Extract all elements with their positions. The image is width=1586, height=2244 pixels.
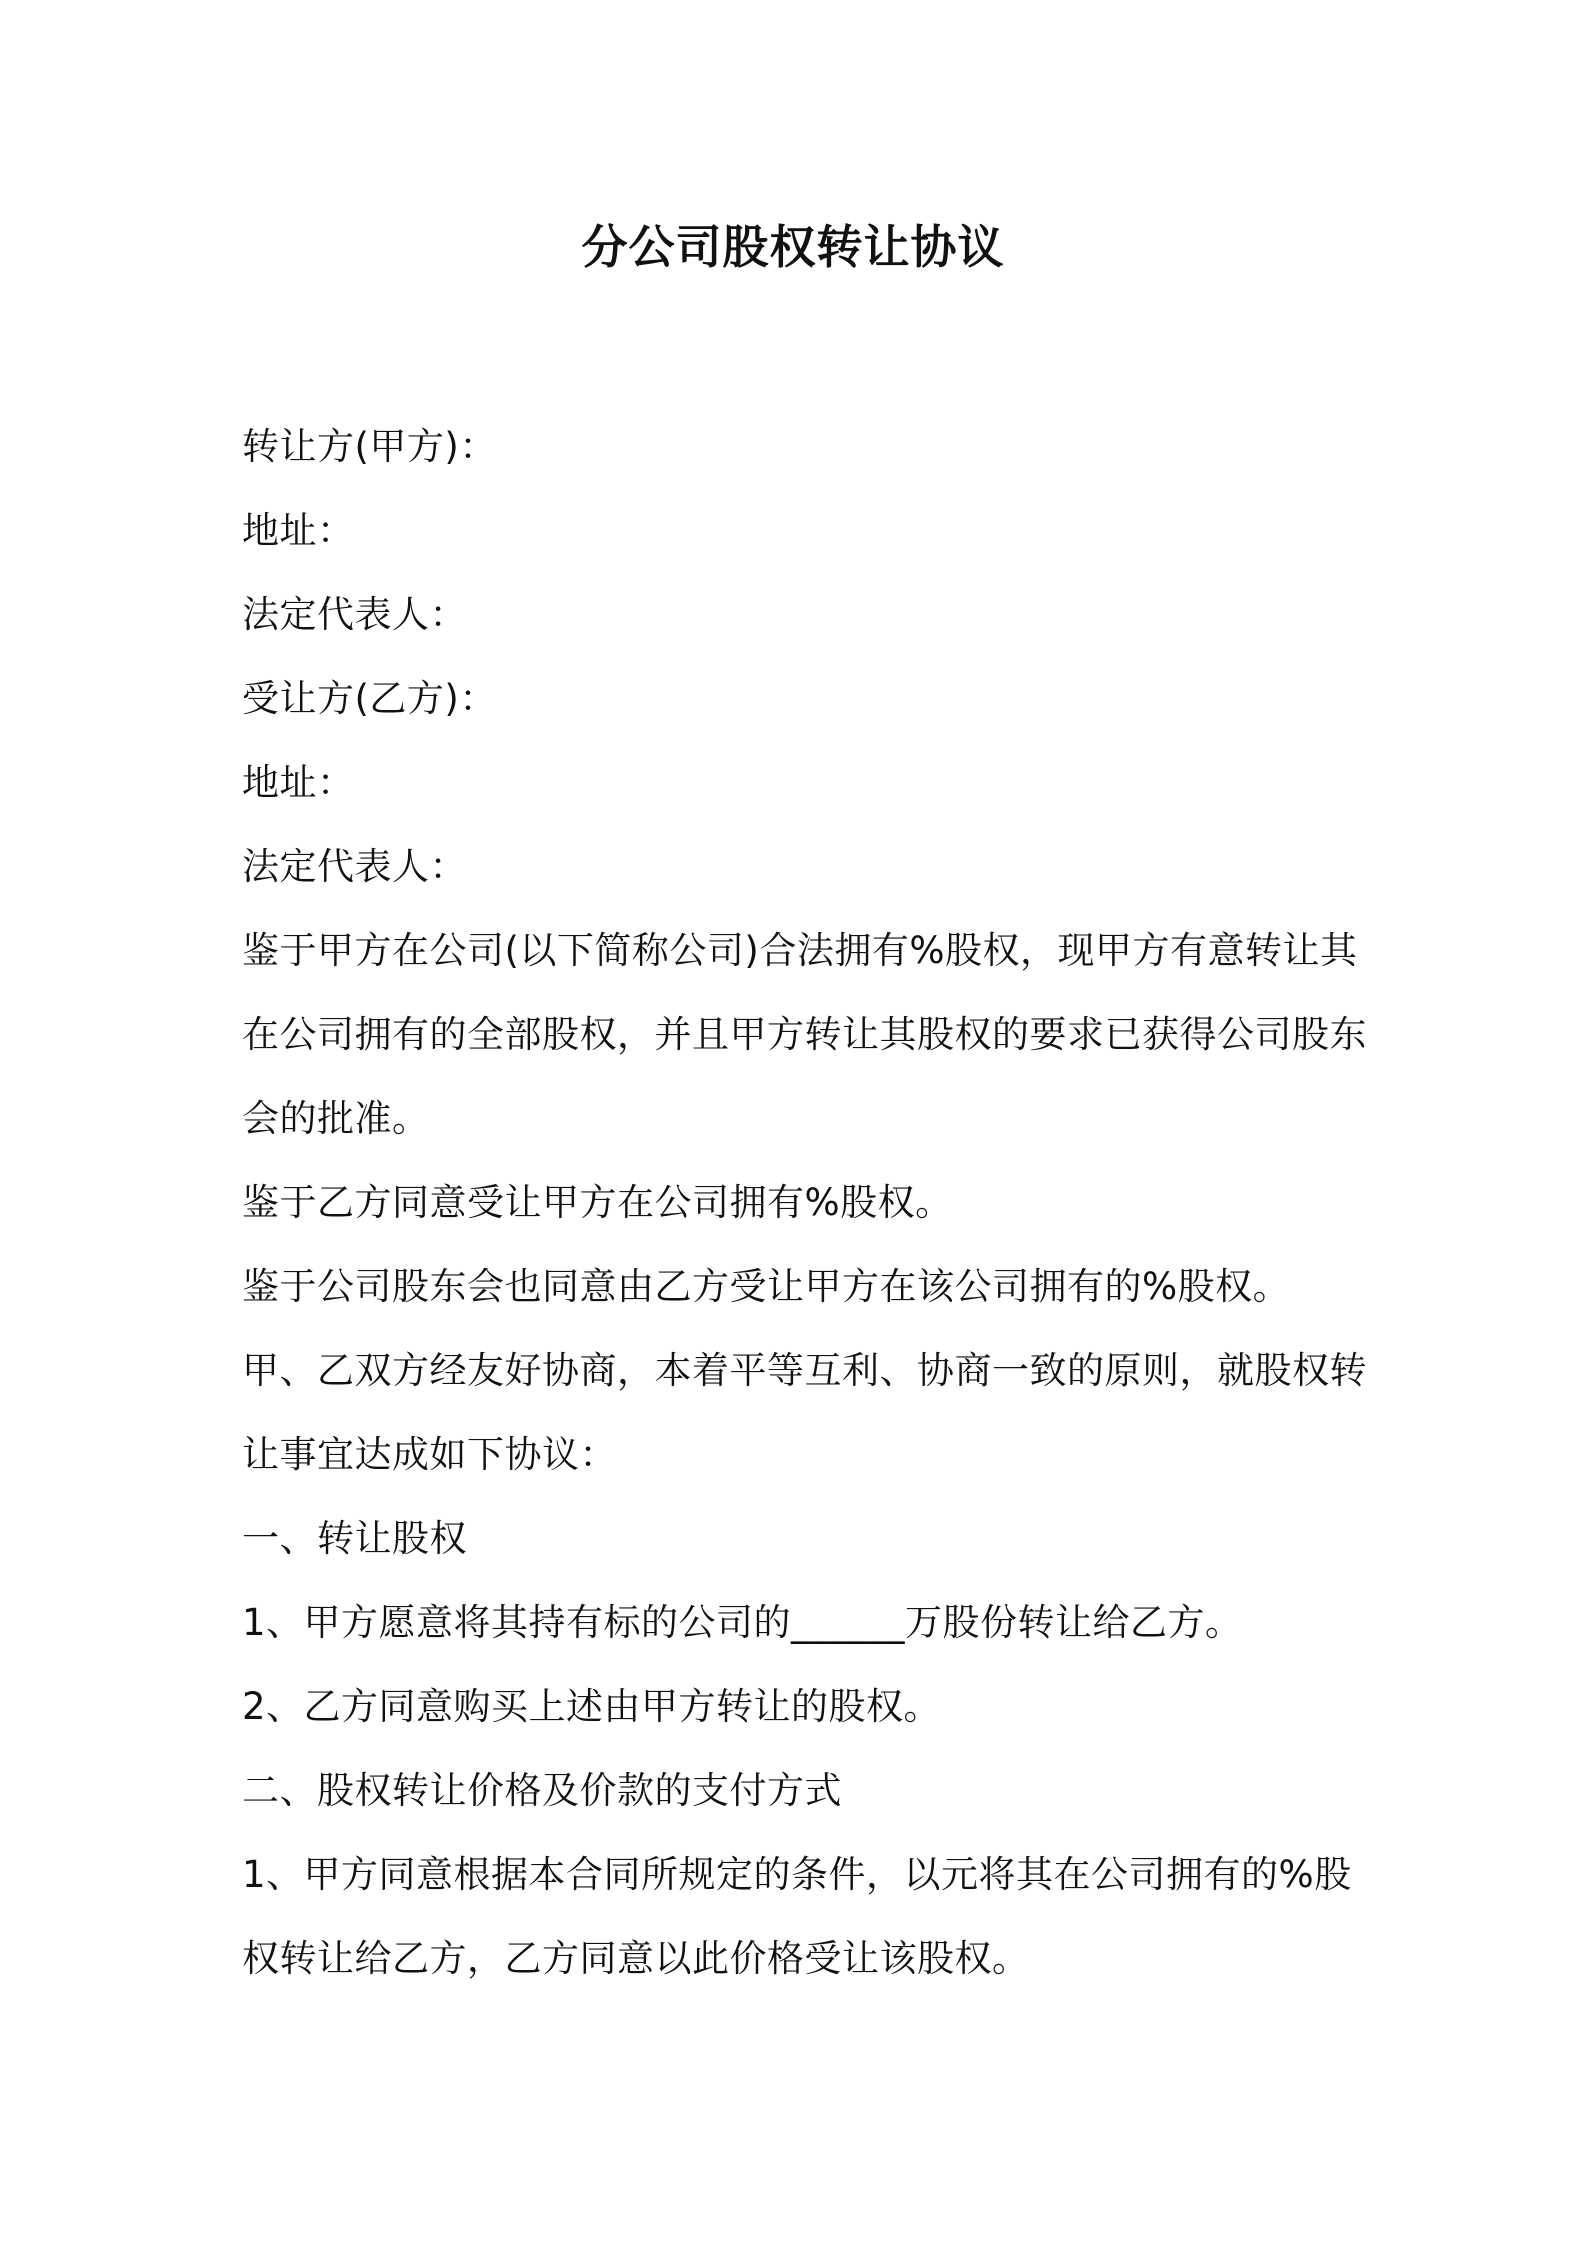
section-heading: 一、转让股权: [242, 1517, 467, 1560]
document-title: 分公司股权转让协议: [581, 220, 1005, 274]
recital-line: 甲、乙双方经友好协商，本着平等互利、协商一致的原则，就股权转: [242, 1349, 1367, 1392]
recital-line: 鉴于甲方在公司(以下简称公司)合法拥有%股权，现甲方有意转让其: [242, 929, 1358, 972]
transferee-address-label: 地址：: [242, 761, 355, 804]
section-heading: 二、股权转让价格及价款的支付方式: [242, 1769, 842, 1812]
transferee-representative-label: 法定代表人：: [242, 845, 467, 888]
transferor-representative-label: 法定代表人：: [242, 593, 467, 636]
clause-line: 1、甲方愿意将其持有标的公司的______万股份转让给乙方。: [242, 1601, 1243, 1644]
recital-line: 鉴于乙方同意受让甲方在公司拥有%股权。: [242, 1181, 953, 1224]
clause-line: 2、乙方同意购买上述由甲方转让的股权。: [242, 1685, 942, 1728]
recital-line: 会的批准。: [242, 1097, 430, 1140]
recital-line: 让事宜达成如下协议：: [242, 1433, 617, 1476]
transferee-label: 受让方(乙方)：: [242, 677, 497, 720]
transferor-address-label: 地址：: [242, 509, 355, 552]
clause-line: 权转让给乙方，乙方同意以此价格受让该股权。: [242, 1937, 1030, 1980]
clause-line: 1、甲方同意根据本合同所规定的条件，以元将其在公司拥有的%股: [242, 1853, 1352, 1896]
recital-line: 鉴于公司股东会也同意由乙方受让甲方在该公司拥有的%股权。: [242, 1265, 1291, 1308]
transferor-label: 转让方(甲方)：: [242, 425, 497, 468]
document-body: [242, 405, 1367, 2001]
recital-line: 在公司拥有的全部股权，并且甲方转让其股权的要求已获得公司股东: [242, 1013, 1367, 1056]
